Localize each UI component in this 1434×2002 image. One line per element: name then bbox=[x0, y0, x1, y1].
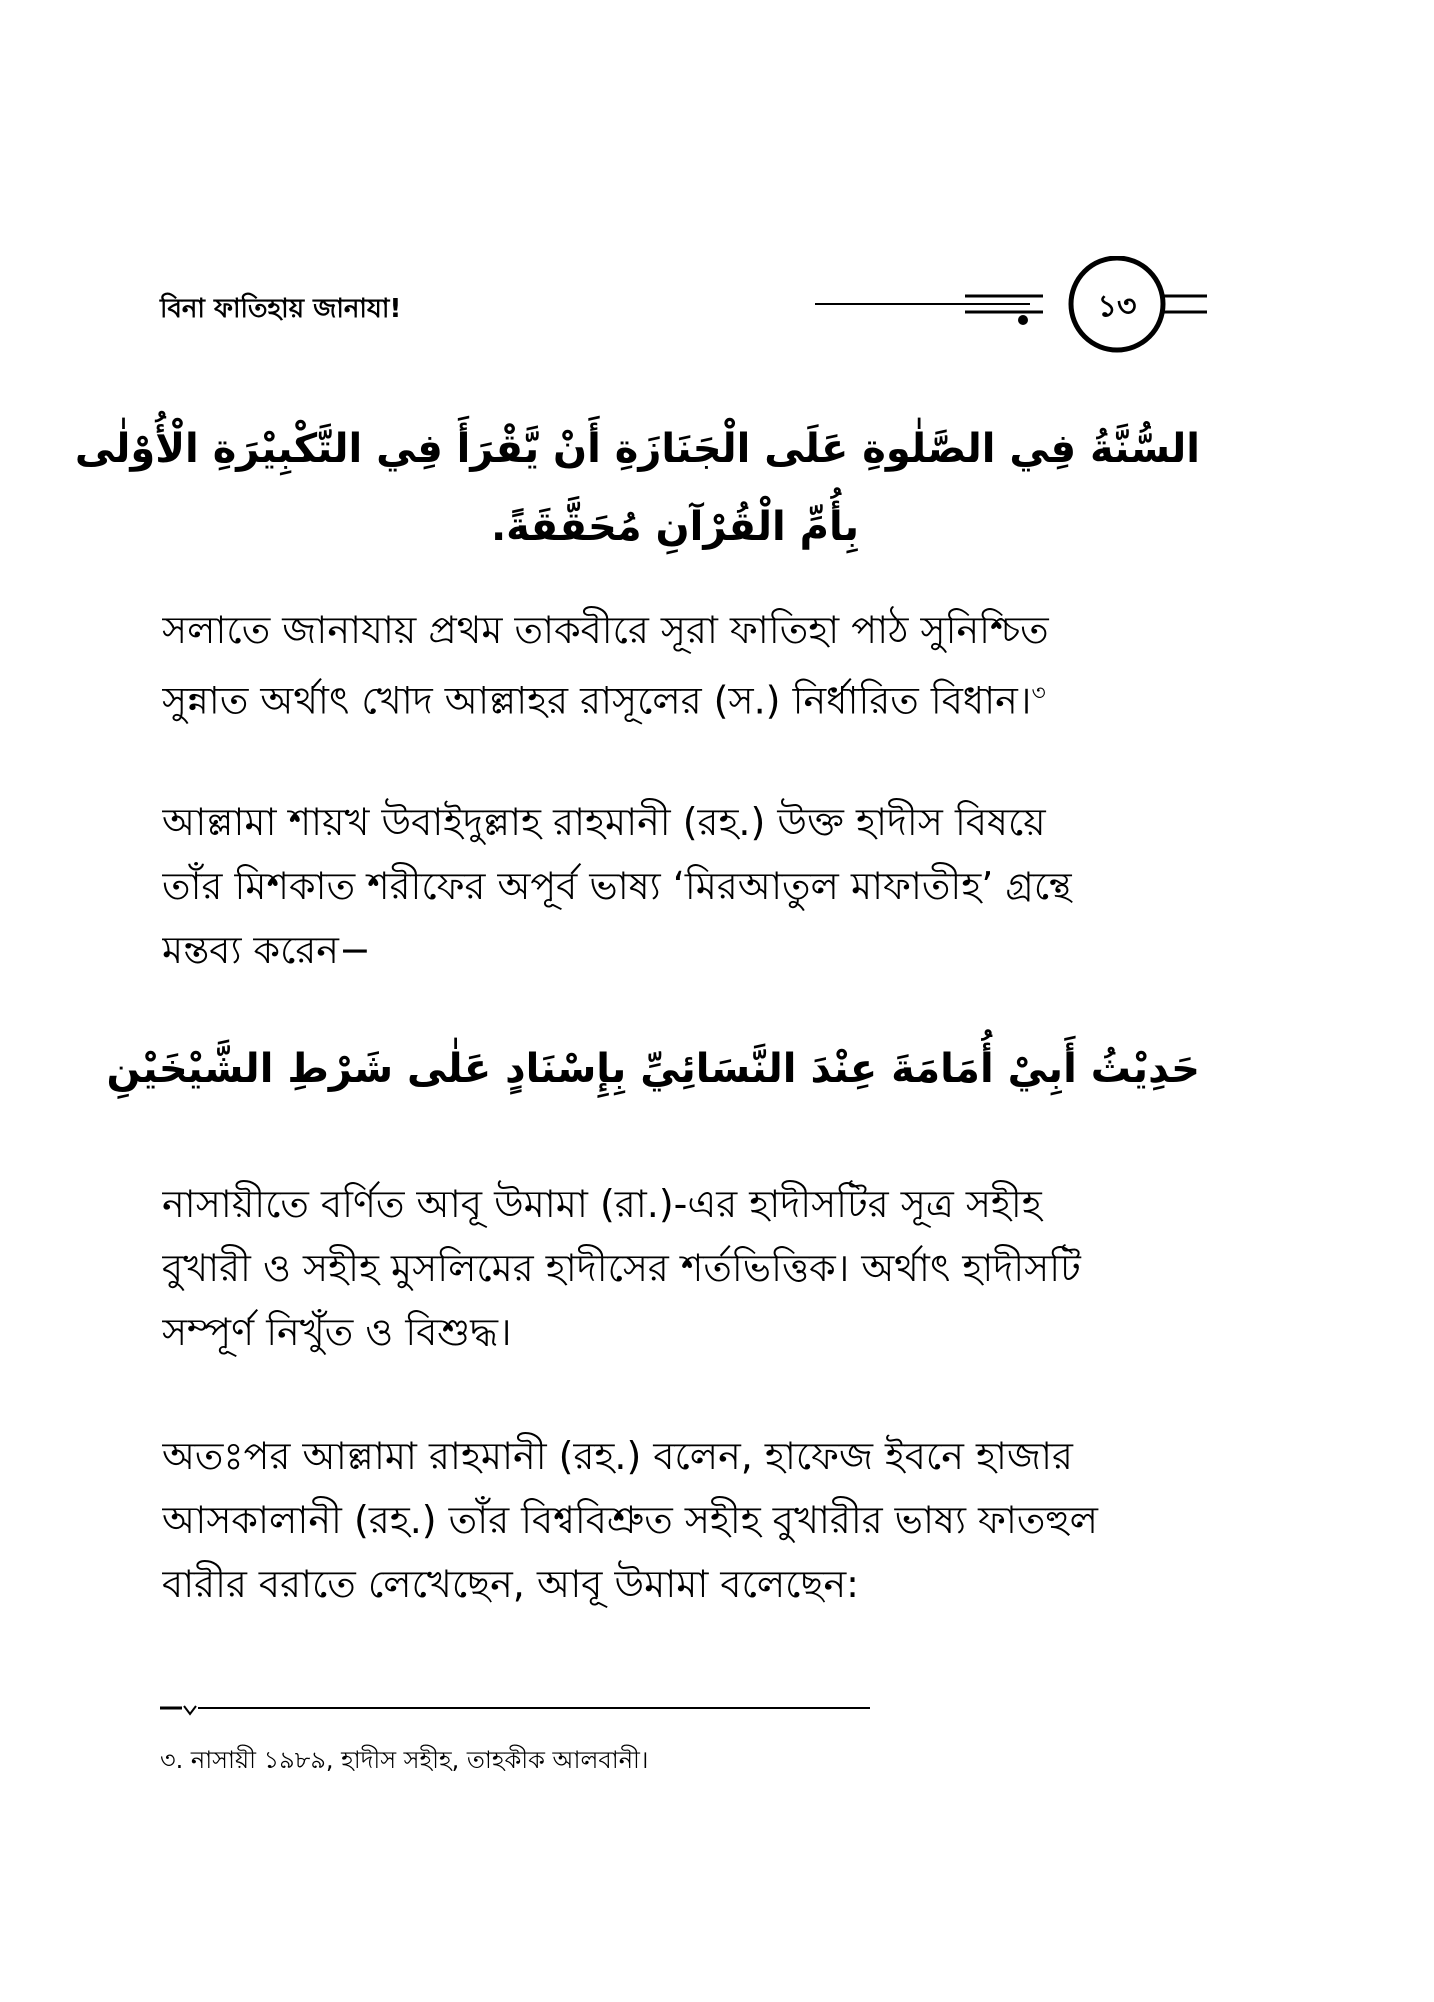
paragraph-4-line-2: আসকালানী (রহ.) তাঁর বিশ্ববিশ্রুত সহীহ বুখারীর ভাষ্য ফাতহুল bbox=[162, 1498, 1098, 1542]
arabic-quote-2 bbox=[106, 1030, 1200, 1108]
paragraph-3-line-3: সম্পূর্ণ নিখুঁত ও বিশুদ্ধ। bbox=[162, 1310, 512, 1354]
paragraph-1 bbox=[162, 598, 1212, 733]
paragraph-2-line-2: তাঁর মিশকাত শরীফের অপূর্ব ভাষ্য ‘মিরআতুল মাফাতীহ’ গ্রন্থে bbox=[162, 864, 1072, 908]
running-header-title: বিনা ফাতিহায় জানাযা! bbox=[160, 294, 402, 324]
page-number: ১৩ bbox=[1097, 289, 1137, 324]
footnote-divider bbox=[160, 1700, 870, 1720]
paragraph-2 bbox=[162, 790, 1212, 982]
paragraph-4-line-3: বারীর বরাতে লেখেছেন, আবূ উমামা বলেছেন: bbox=[162, 1562, 859, 1606]
paragraph-2-line-1: আল্লামা শায়খ উবাইদুল্লাহ রাহমানী (রহ.) উক্ত হাদীস বিষয়ে bbox=[162, 800, 1046, 844]
footnote-reference: ৩ bbox=[1031, 681, 1046, 706]
paragraph-1-line-1: সলাতে জানাযায় প্রথম তাকবীরে সূরা ফাতিহা পাঠ সুনিশ্চিত bbox=[162, 608, 1049, 652]
arabic-quote-1-line-1: السُّنَّةُ فِي الصَّلٰوةِ عَلَى الْجَنَازَةِ أَنْ يَّقْرَأَ فِي التَّكْبِيْرَةِ الْأُوْلٰى bbox=[74, 426, 1200, 472]
paragraph-3-line-1: নাসায়ীতে বর্ণিত আবূ উমামা (রা.)-এর হাদীসটির সূত্র সহীহ bbox=[162, 1182, 1042, 1226]
paragraph-1-line-2-text: সুন্নাত অর্থাৎ খোদ আল্লাহর রাসূলের (স.) নির্ধারিত বিধান। bbox=[162, 678, 1032, 723]
paragraph-4-line-1: অতঃপর আল্লামা রাহমানী (রহ.) বলেন, হাফেজ ইবনে হাজার bbox=[162, 1434, 1073, 1478]
arabic-quote-1 bbox=[74, 410, 1200, 566]
footnote: ৩. নাসায়ী ১৯৮৯, হাদীস সহীহ, তাহকীক আলবানী। bbox=[160, 1746, 649, 1774]
arabic-quote-2-line-1: حَدِيْثُ أَبِيْ أُمَامَةَ عِنْدَ النَّسَائِيِّ بِإِسْنَادٍ عَلٰى شَرْطِ الشَّيْخَيْنِ bbox=[106, 1046, 1200, 1092]
paragraph-1-line-2 bbox=[162, 662, 1212, 733]
paragraph-3-line-2: বুখারী ও সহীহ মুসলিমের হাদীসের শর্তভিত্তিক। অর্থাৎ হাদীসটি bbox=[162, 1246, 1081, 1290]
paragraph-3 bbox=[162, 1172, 1212, 1364]
paragraph-2-line-3: মন্তব্য করেন− bbox=[162, 928, 371, 972]
paragraph-4 bbox=[162, 1424, 1212, 1616]
arabic-quote-1-line-2: بِأُمِّ الْقُرْآنِ مُحَقَّقَةً. bbox=[490, 504, 860, 550]
